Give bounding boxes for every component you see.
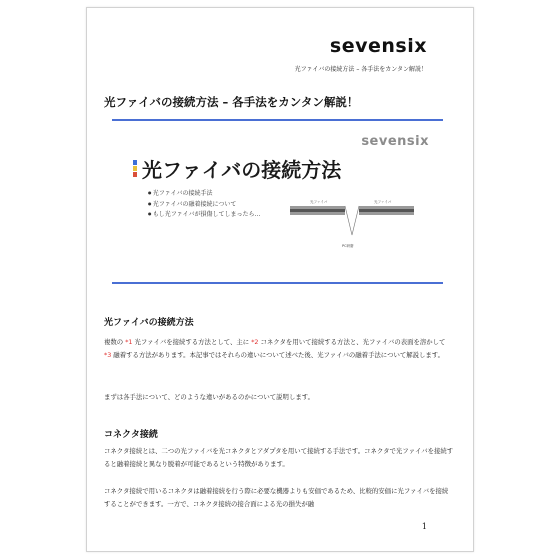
paragraph (104, 336, 454, 362)
banner-bullet: ● もし光ファイバが損傷してしまったら… (148, 209, 261, 220)
fiber-connection-diagram (290, 197, 414, 257)
fiber-core-left (290, 209, 345, 212)
banner-logo: sevensix (361, 134, 429, 149)
section-heading: コネクタ接続 (104, 430, 158, 440)
fig-label-right: 光ファイバ (374, 200, 392, 204)
document-page (86, 7, 474, 552)
banner-title: 光ファイバの接続方法 (142, 158, 342, 182)
fiber-cladding-right (359, 212, 414, 215)
banner-bullet-list (148, 188, 261, 220)
fiber-cladding-left (290, 212, 345, 215)
fiber-cladding-left (290, 206, 345, 209)
text-run: コネクタを用いて接続する方法と、光ファイバの表面を溶かして (258, 338, 446, 346)
accent-bar-red (133, 172, 137, 177)
banner-bottom-rule (112, 282, 443, 284)
fiber-core-right (359, 209, 414, 212)
banner-top-rule (112, 119, 443, 121)
text-run: 光ファイバを接続する方法として、主に (132, 338, 252, 346)
company-logo: sevensix (329, 35, 427, 57)
accent-bar-blue (133, 160, 137, 165)
title-banner-image (112, 119, 443, 284)
section-heading: 光ファイバの接続方法 (104, 318, 194, 328)
paragraph: コネクタ接続とは、二つの光ファイバを光コネクタとアダプタを用いて接続する手法です。コネクタで光ファイバを接続すると融着接続と異なり脱着が可能であるという特徴があります。 (104, 447, 454, 468)
title-accent-mark (133, 160, 137, 177)
paragraph: まずは各手法について、どのような違いがあるのかについて説明します。 (104, 393, 314, 401)
fig-label-left: 光ファイバ (310, 200, 328, 204)
banner-bullet: ● 光ファイバの融着接続について (148, 199, 261, 210)
footnote-marker: *3 (104, 351, 112, 359)
footnote-marker: *1 (125, 338, 133, 346)
footnote-marker: *2 (251, 338, 259, 346)
paragraph: コネクタ接続で用いるコネクタは融着接続を行う際に必要な機器よりも安価であるため、比較的安価に光ファイバを接続することができます。一方で、コネクタ接続の接合面による光の損失が融 (104, 487, 449, 508)
fiber-cladding-right (359, 206, 414, 209)
page-number: 1 (421, 522, 427, 531)
polish-gap-icon (345, 206, 359, 235)
banner-bullet: ● 光ファイバの接続手法 (148, 188, 261, 199)
accent-bar-yellow (133, 166, 137, 171)
text-run: 融着する方法があります。本記事ではそれらの違いについて述べた後、光ファイバの融着手法について解説します。 (111, 351, 445, 359)
article-title: 光ファイバの接続方法 – 各手法をカンタン解説！ (104, 95, 359, 109)
header-tagline: 光ファイバの接続方法 – 各手法をカンタン解説！ (294, 66, 427, 73)
text-run: 複数の (104, 338, 126, 346)
fig-caption: PC研磨 (342, 244, 354, 248)
